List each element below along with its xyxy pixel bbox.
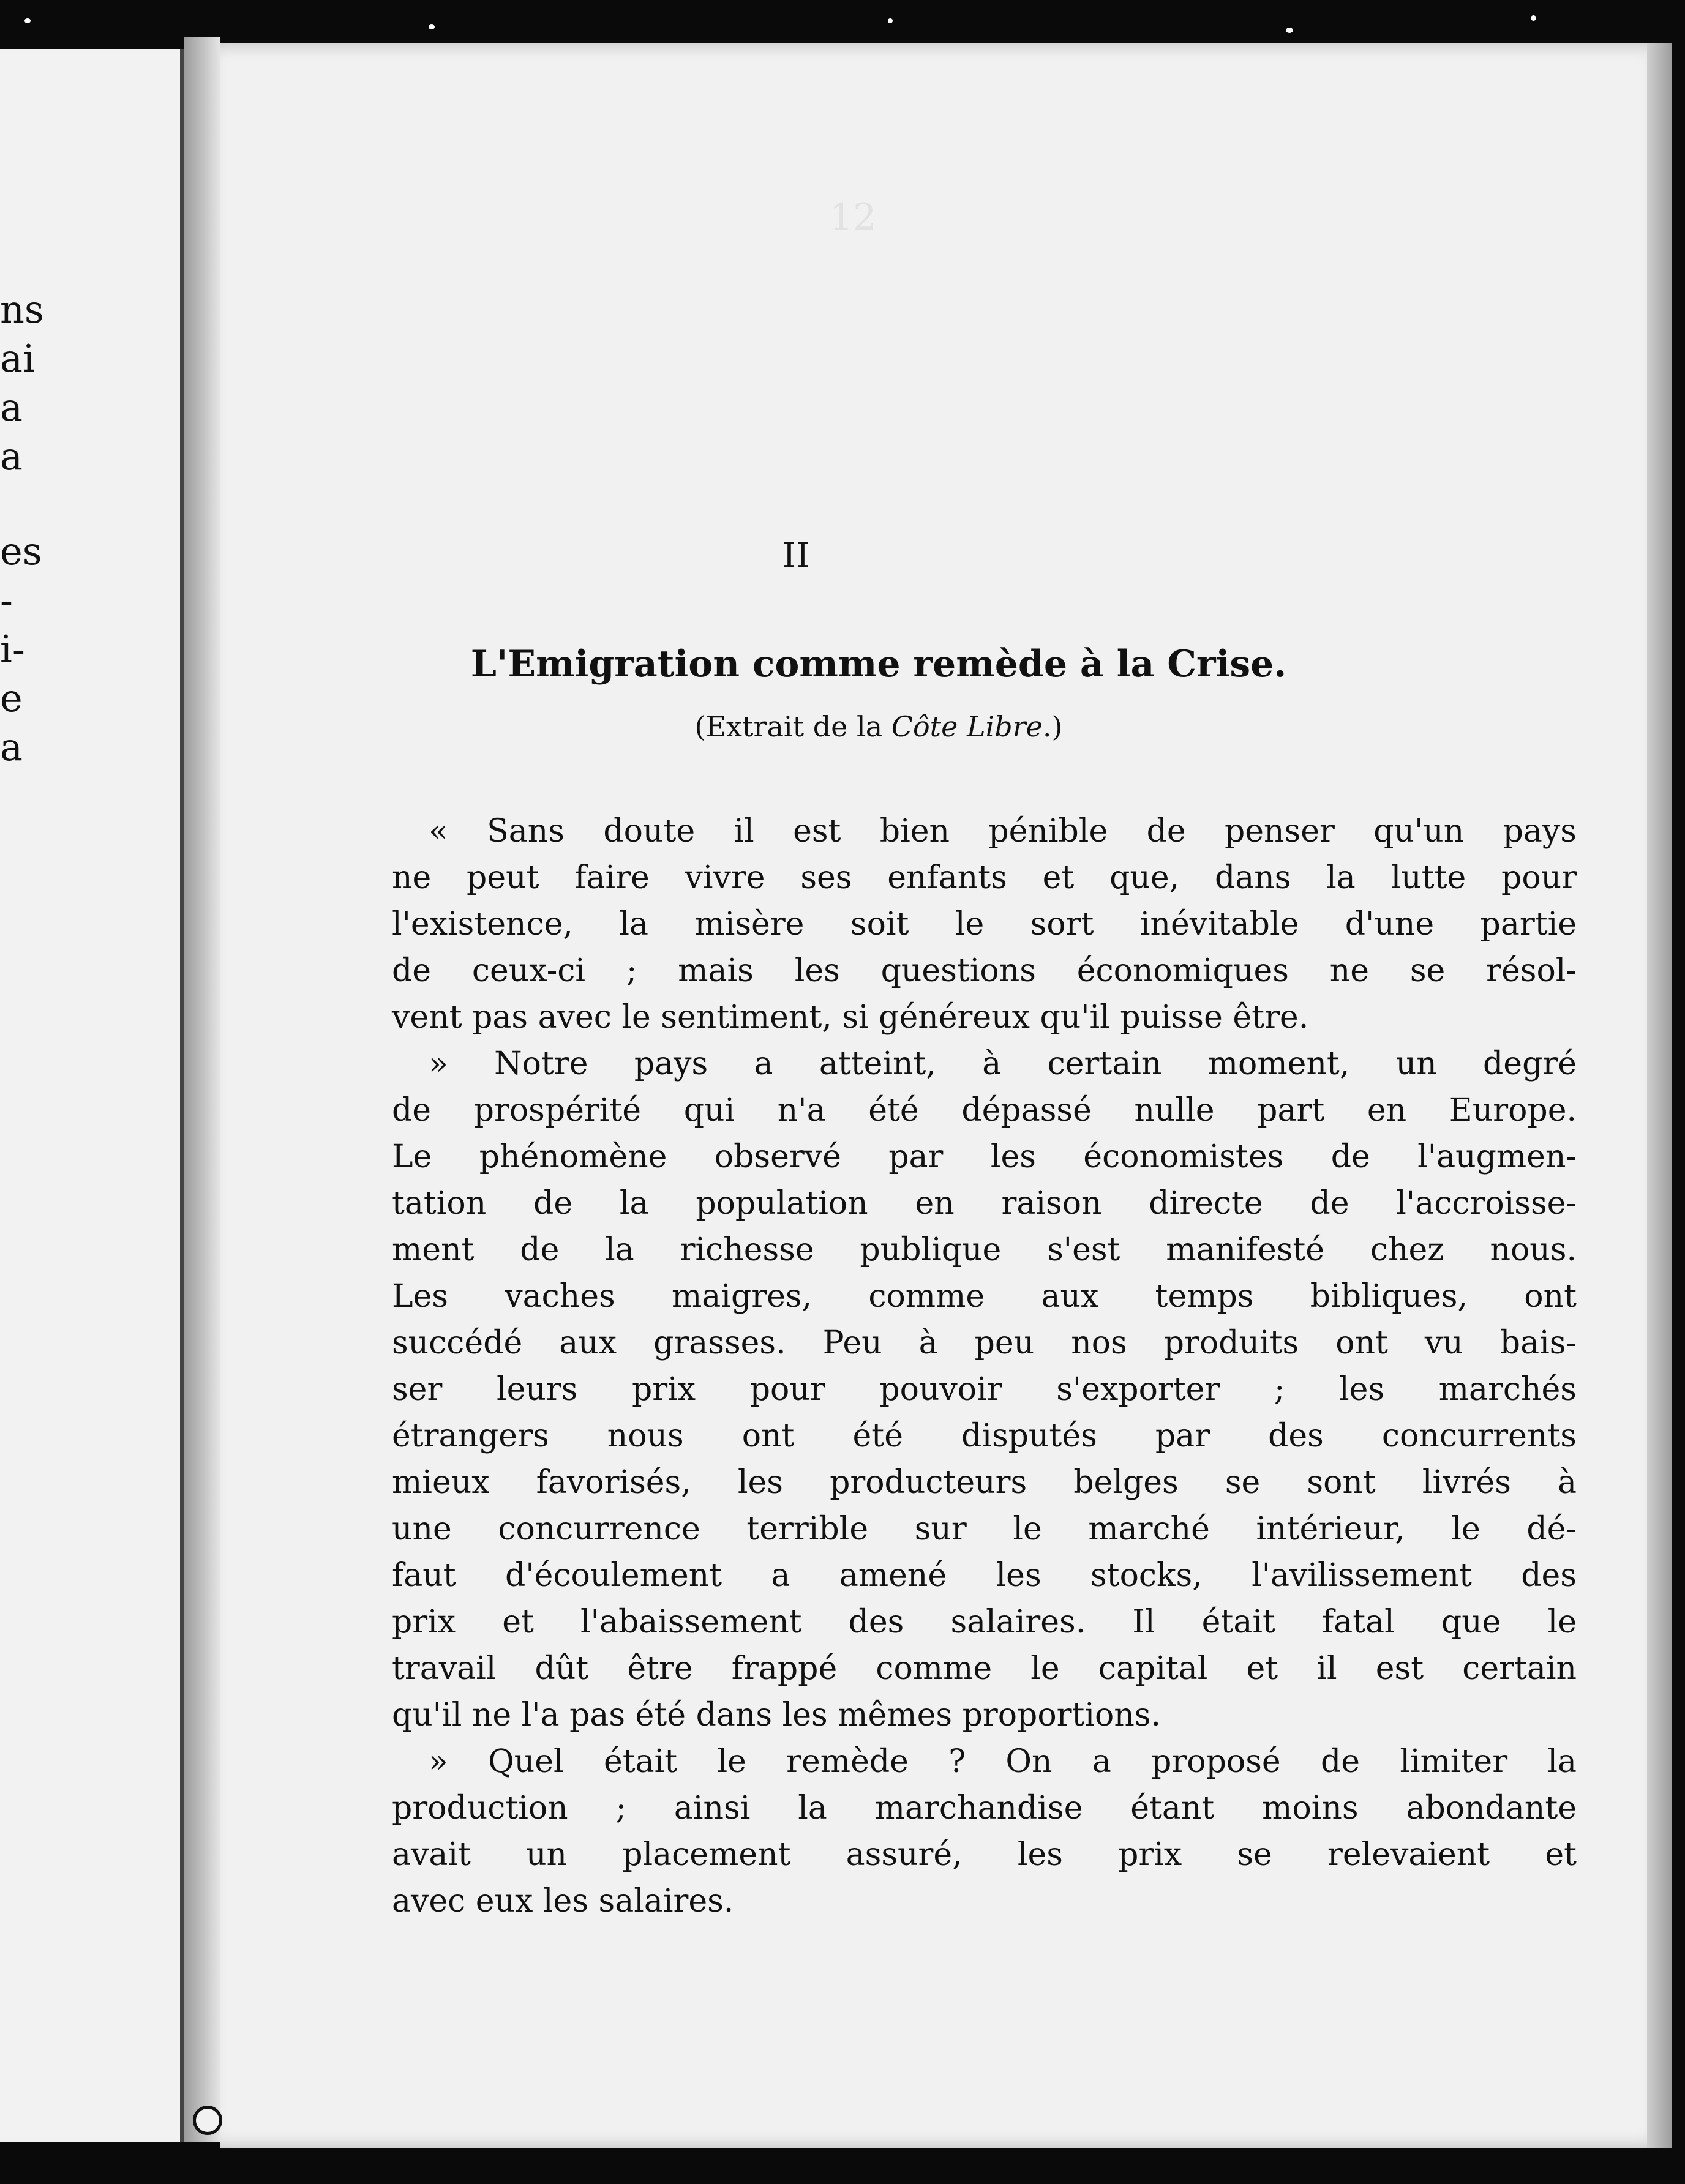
- section-numeral: II: [782, 536, 810, 575]
- dust-speck: [429, 24, 435, 29]
- text-line: avec eux les salaires.: [392, 1883, 734, 1920]
- text-line: travail dût être frappé comme le capital et il est certain: [392, 1650, 1577, 1687]
- text-line: une concurrence terrible sur le marché intérieur, le dé-: [392, 1511, 1577, 1547]
- page-number: 12: [830, 196, 877, 239]
- book-gutter: [184, 37, 220, 2142]
- text-line: » Quel était le remède ? On a proposé de limiter la: [429, 1743, 1577, 1780]
- text-line: tation de la population en raison directe de l'accroisse-: [392, 1185, 1577, 1222]
- text-line: Les vaches maigres, comme aux temps bibliques, ont: [392, 1278, 1577, 1315]
- article-body: [392, 808, 1577, 1924]
- right-page: [220, 43, 1672, 2148]
- text-line: ser leurs prix pour pouvoir s'exporter ; les marchés: [392, 1371, 1577, 1408]
- dust-speck: [1286, 28, 1293, 33]
- page-edge-shadow: [1647, 43, 1672, 2148]
- source-prefix: (Extrait de la: [694, 710, 891, 743]
- dust-speck: [24, 18, 31, 23]
- text-line: » Notre pays a atteint, à certain moment, un degré: [429, 1045, 1577, 1082]
- text-line: mieux favorisés, les producteurs belges se sont livrés à: [392, 1464, 1577, 1501]
- left-page-fragment: a: [0, 434, 23, 479]
- text-line: ne peut faire vivre ses enfants et que, dans la lutte pour: [392, 859, 1577, 896]
- text-line: succédé aux grasses. Peu à peu nos produits ont vu bais-: [392, 1325, 1577, 1361]
- text-line: qu'il ne l'a pas été dans les mêmes proportions.: [392, 1697, 1161, 1733]
- source-publication: Côte Libre: [891, 710, 1043, 743]
- binding-ring: [193, 2106, 222, 2135]
- left-page-fragment: a: [0, 385, 23, 430]
- text-line: de prospérité qui n'a été dépassé nulle part en Europe.: [392, 1092, 1577, 1129]
- text-line: étrangers nous ont été disputés par des concurrents: [392, 1418, 1577, 1454]
- text-line: production ; ainsi la marchandise étant moins abondante: [392, 1790, 1577, 1827]
- text-line: prix et l'abaissement des salaires. Il était fatal que le: [392, 1604, 1577, 1640]
- left-page-fragment: -: [0, 578, 13, 623]
- text-line: Le phénomène observé par les économistes de l'augmen-: [392, 1139, 1577, 1175]
- article-title: L'Emigration comme remède à la Crise.: [470, 643, 1287, 686]
- left-page-fragment: a: [0, 725, 23, 769]
- text-line: vent pas avec le sentiment, si généreux qu'il puisse être.: [392, 999, 1309, 1036]
- left-page-fragment: e: [0, 676, 23, 720]
- dust-speck: [1531, 15, 1536, 21]
- text-line: « Sans doute il est bien pénible de penser qu'un pays: [429, 813, 1577, 850]
- dust-speck: [888, 18, 893, 23]
- text-line: l'existence, la misère soit le sort inévitable d'une partie: [392, 906, 1577, 943]
- left-page-fragment: ns: [0, 287, 44, 332]
- text-line: de ceux-ci ; mais les questions économiques ne se résol-: [392, 952, 1577, 989]
- article-source: [358, 710, 1399, 743]
- left-page-fragment: ai: [0, 336, 35, 381]
- text-line: avait un placement assuré, les prix se relevaient et: [392, 1836, 1577, 1873]
- source-suffix: .): [1042, 710, 1063, 743]
- left-page-fragment: es: [0, 529, 42, 574]
- left-page-fragment: i-: [0, 627, 25, 671]
- text-line: ment de la richesse publique s'est manifesté chez nous.: [392, 1232, 1577, 1268]
- text-line: faut d'écoulement a amené les stocks, l'avilissement des: [392, 1557, 1577, 1594]
- left-facing-page: [0, 49, 184, 2142]
